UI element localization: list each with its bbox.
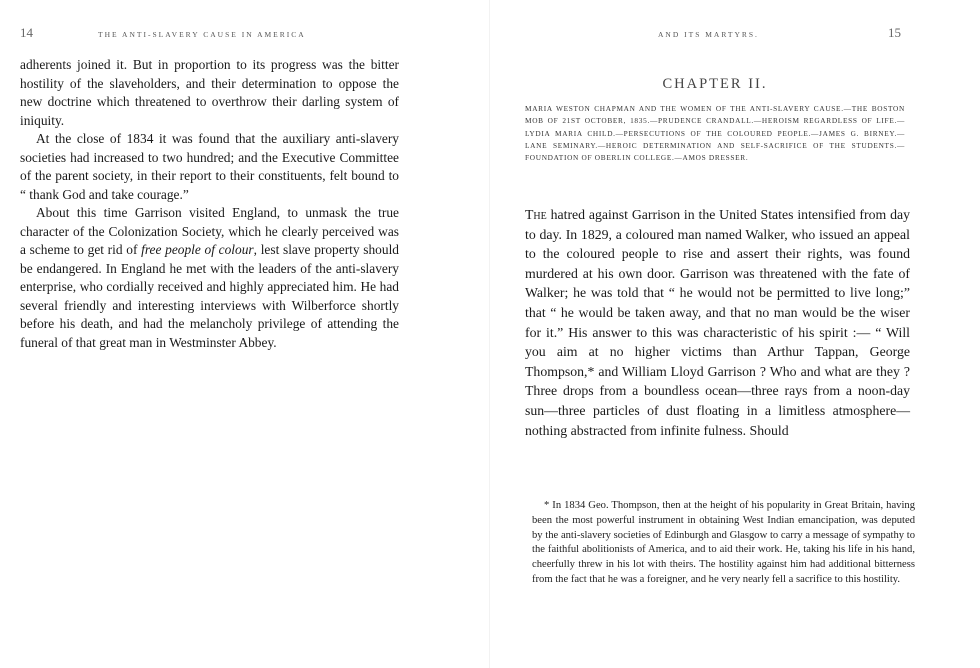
right-running-head: AND ITS MARTYRS.: [658, 30, 759, 39]
paragraph-garrison-england: [20, 204, 399, 352]
footnote: [532, 499, 915, 588]
right-page-number: 15: [888, 25, 901, 40]
right-page: [490, 0, 980, 668]
footnote-text: * In 1834 Geo. Thompson, then at the height of his popularity in Great Britain, having been the most powerful instrument in obtaining West Indian emancipation, was deputed by the anti-slavery societies of Edinburgh and Glasgow to carry a message of sympathy to the faithful abolitionists of America, and to aid their work. He, taking his life in his hand, cheerfully threw in his lot with theirs. The hostility against him had additional bitterness from the fact that he was a foreigner, and he very nearly fell a sacrifice to this hostility.: [532, 500, 915, 585]
paragraph-text: About this time Garrison visited England, to unmask the true character of the Colonization Society, which he clearly perceived was a scheme to get rid of: [20, 205, 399, 257]
left-body-text: [20, 56, 399, 352]
paragraph-auxiliary-societies: At the close of 1834 it was found that the auxiliary anti-slavery societies had increased to two hundred; and the Executive Committee of the parent society, in their report to their constituents, felt bound to “ thank God and take courage.”: [20, 131, 399, 202]
paragraph-continuation: adherents joined it. But in proportion to its progress was the bitter hostility of the slaveholders, and their determination to oppose the new doctrine which threatened to overthrow their darling system of iniquity.: [20, 57, 399, 128]
opening-word: The: [525, 207, 547, 222]
right-body-text: [525, 205, 910, 440]
chapter-title: CHAPTER II.: [662, 76, 768, 92]
chapter-summary: MARIA WESTON CHAPMAN AND THE WOMEN OF THE ANTI-SLAVERY CAUSE.—THE BOSTON MOB OF 21ST OCTOBER, 1835.—PRUDENCE CRANDALL.—HEROISM REGARDLESS OF LIFE.—LYDIA MARIA CHILD.—PERSECUTIONS OF THE COLOURED PEOPLE.—JAMES G. BIRNEY.—LANE SEMINARY.—HEROIC DETERMINATION AND SELF-SACRIFICE OF THE STUDENTS.—FOUNDATION OF OBERLIN COLLEGE.—AMOS DRESSER.: [525, 104, 905, 163]
paragraph-text: hatred against Garrison in the United States intensified from day to day. In 1829, a coloured man named Walker, who issued an appeal to the coloured people to rise and assert their rights, was found murdered at his own door. Garrison was threatened with the fate of Walker; he was told that “ he would not be permitted to live long;” that “ he would be taken away, and that no man would be the wiser for it.” His answer to this was characteristic of his spirit :— “ Will you aim at no higher victims than Arthur Tappan, George Thompson,* and William Lloyd Garrison ? Who and what are they ? Three drops from a boundless ocean—three rays from a noon-day sun—three particles of dust floating in a limitless atmosphere—nothing abstracted from infinite fulness. Should: [525, 207, 910, 438]
paragraph-text: , lest slave property should be endangered. In England he met with the leaders of the anti-slavery enterprise, who cordially received and highly appreciated him. He had several friendly and interesting interviews with Wilberforce shortly before his death, and had the melancholy privilege of attending the funeral of that great man in Westminster Abbey.: [20, 242, 399, 350]
left-running-head: THE ANTI-SLAVERY CAUSE IN AMERICA: [98, 30, 306, 39]
left-page-number: 14: [20, 25, 33, 40]
paragraph-hatred-against-garrison: [525, 205, 910, 440]
emphasis-free-people-of-colour: free people of colour: [141, 242, 254, 257]
